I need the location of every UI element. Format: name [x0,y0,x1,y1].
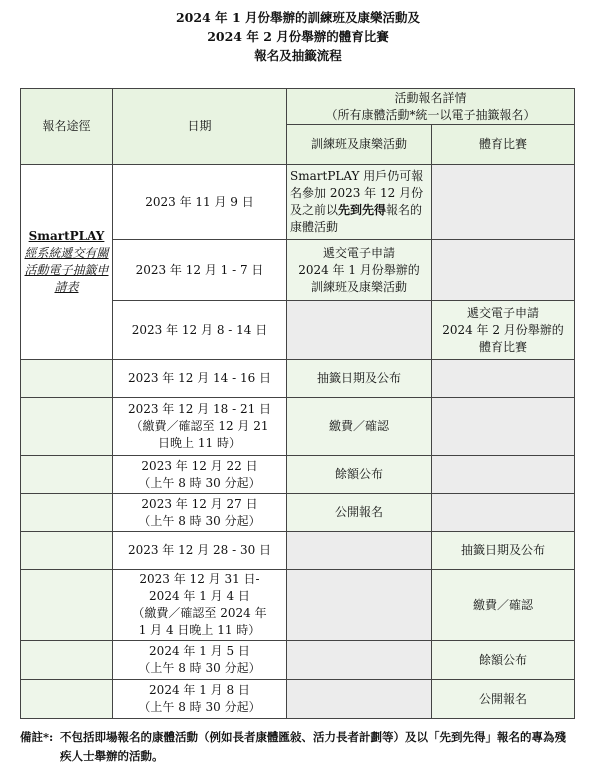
header-details-title: 活動報名詳情 [394,90,467,105]
training-cell [287,165,432,240]
route-empty-cell [21,570,113,641]
header-row-1 [21,89,575,125]
training-text-pre: SmartPLAY 用戶仍可報名參加 2023 年 12 月份及之前以 [290,169,424,217]
sports-cell [432,456,575,494]
sports-cell [432,360,575,398]
sports-cell: 抽籤日期及公布 [432,532,575,570]
table-row [21,641,575,680]
route-empty-cell [21,641,113,680]
date-cell: 2023 年 12 月 18 - 21 日 （繳費／確認至 12 月 21 日晚上 11 時） [113,398,287,456]
route-smartplay: SmartPLAY [28,229,105,243]
route-empty-cell [21,398,113,456]
sports-cell [432,398,575,456]
training-cell: 餘額公布 [287,456,432,494]
header-sports: 體育比賽 [432,125,575,165]
document-title [0,8,596,65]
training-cell: 遞交電子申請 2024 年 1 月份舉辦的 訓練班及康樂活動 [287,240,432,301]
training-cell [287,532,432,570]
route-empty-cell [21,532,113,570]
title-line-1: 2024 年 1 月份舉辦的訓練班及康樂活動及 [175,10,421,25]
table-row [21,398,575,456]
route-empty-cell [21,680,113,719]
sports-cell: 遞交電子申請 2024 年 2 月份舉辦的 體育比賽 [432,301,575,360]
header-route: 報名途徑 [21,89,113,165]
date-cell: 2023 年 12 月 1 - 7 日 [113,240,287,301]
header-training: 訓練班及康樂活動 [287,125,432,165]
route-cell [21,165,113,360]
date-cell: 2024 年 1 月 5 日 （上午 8 時 30 分起） [113,641,287,680]
footnote [20,728,576,766]
table-row [21,570,575,641]
route-empty-cell [21,494,113,532]
table-row [21,360,575,398]
route-description: 經系統遞交有關活動電子抽籤申請表 [24,246,109,294]
footnote-text: 不包括即場報名的康體活動（例如長者康體匯敍、活力長者計劃等）及以「先到先得」報名的專為殘疾人士舉辦的活動。 [60,730,566,763]
title-line-2: 2024 年 2 月份舉辦的體育比賽 [207,29,389,44]
training-cell: 公開報名 [287,494,432,532]
table-row [21,680,575,719]
date-cell: 2023 年 12 月 8 - 14 日 [113,301,287,360]
title-line-3: 報名及抽籤流程 [254,48,342,63]
schedule-table [20,88,575,719]
training-cell [287,570,432,641]
training-cell [287,680,432,719]
route-empty-cell [21,456,113,494]
date-cell: 2023 年 12 月 22 日 （上午 8 時 30 分起） [113,456,287,494]
training-text-post: 報名的康體活動 [290,203,423,234]
header-details-subtitle: （所有康體活動*統一以電子抽籤報名） [325,107,536,122]
date-cell: 2023 年 11 月 9 日 [113,165,287,240]
sports-cell: 公開報名 [432,680,575,719]
table-row [21,494,575,532]
header-details [287,89,575,125]
route-empty-cell [21,360,113,398]
date-cell: 2023 年 12 月 27 日 （上午 8 時 30 分起） [113,494,287,532]
date-cell: 2023 年 12 月 28 - 30 日 [113,532,287,570]
sports-cell [432,165,575,240]
date-cell: 2023 年 12 月 31 日- 2024 年 1 月 4 日 （繳費／確認至 2024 年 1 月 4 日晚上 11 時） [113,570,287,641]
date-cell: 2024 年 1 月 8 日 （上午 8 時 30 分起） [113,680,287,719]
date-cell: 2023 年 12 月 14 - 16 日 [113,360,287,398]
training-cell [287,641,432,680]
sports-cell [432,240,575,301]
sports-cell: 繳費／確認 [432,570,575,641]
training-cell: 繳費／確認 [287,398,432,456]
sports-cell [432,494,575,532]
training-cell: 抽籤日期及公布 [287,360,432,398]
table-row [21,165,575,240]
table-row [21,456,575,494]
footnote-label: 備註*: [20,730,54,744]
sports-cell: 餘額公布 [432,641,575,680]
table-row [21,532,575,570]
training-text-bold: 先到先得 [338,203,387,217]
header-date: 日期 [113,89,287,165]
training-cell [287,301,432,360]
